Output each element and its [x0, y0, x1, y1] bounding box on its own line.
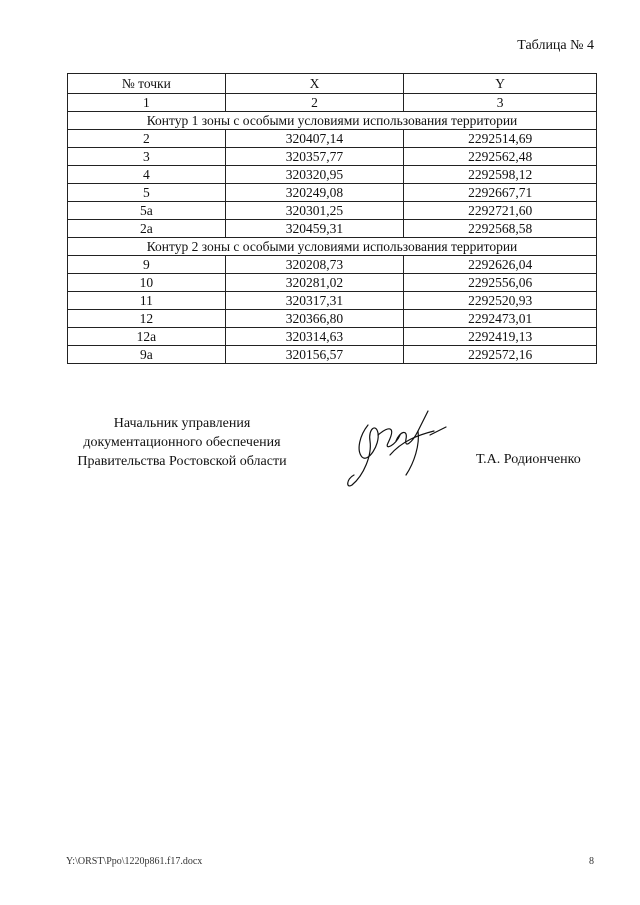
point-number-cell: 11	[68, 292, 226, 310]
table-row	[68, 166, 597, 184]
table-row	[68, 256, 597, 274]
y-coordinate-cell: 2292598,12	[404, 166, 597, 184]
y-coordinate-cell: 2292556,06	[404, 274, 597, 292]
x-coordinate-cell: 320459,31	[225, 220, 404, 238]
point-number-cell: 12	[68, 310, 226, 328]
point-number-cell: 3	[68, 148, 226, 166]
signatory-position-line: документационного обеспечения	[83, 435, 281, 450]
x-coordinate-cell: 320208,73	[225, 256, 404, 274]
signatory-position-line: Правительства Ростовской области	[77, 454, 287, 469]
x-coordinate-cell: 320366,80	[225, 310, 404, 328]
signatory-position-line: Начальник управления	[113, 416, 251, 431]
table-row	[68, 274, 597, 292]
x-coordinate-cell: 320249,08	[225, 184, 404, 202]
table-row	[68, 202, 597, 220]
point-number-cell: 9	[68, 256, 226, 274]
y-coordinate-cell: 2292514,69	[404, 130, 597, 148]
y-coordinate-cell: 2292568,58	[404, 220, 597, 238]
x-coordinate-cell: 320314,63	[225, 328, 404, 346]
point-number-cell: 2	[68, 130, 226, 148]
table-row	[68, 148, 597, 166]
y-coordinate-cell: 2292572,16	[404, 346, 597, 364]
header-point-number: № точки	[68, 74, 226, 94]
x-coordinate-cell: 320320,95	[225, 166, 404, 184]
contour-title-row	[68, 112, 597, 130]
x-coordinate-cell: 320317,31	[225, 292, 404, 310]
x-coordinate-cell: 320156,57	[225, 346, 404, 364]
table-row	[68, 328, 597, 346]
point-number-cell: 2а	[68, 220, 226, 238]
point-number-cell: 4	[68, 166, 226, 184]
contour-title: Контур 2 зоны с особыми условиями использования территории	[68, 238, 597, 256]
table-row	[68, 130, 597, 148]
y-coordinate-cell: 2292520,93	[404, 292, 597, 310]
handwritten-signature	[338, 405, 458, 495]
contour-title-row	[68, 238, 597, 256]
table-row	[68, 184, 597, 202]
y-coordinate-cell: 2292626,04	[404, 256, 597, 274]
x-coordinate-cell: 320407,14	[225, 130, 404, 148]
table-row	[68, 292, 597, 310]
y-coordinate-cell: 2292721,60	[404, 202, 597, 220]
table-row	[68, 346, 597, 364]
x-coordinate-cell: 320301,25	[225, 202, 404, 220]
y-coordinate-cell: 2292473,01	[404, 310, 597, 328]
footer-file-path: Y:\ORST\Ppo\1220p861.f17.docx	[66, 856, 203, 867]
y-coordinate-cell: 2292419,13	[404, 328, 597, 346]
header-y: Y	[404, 74, 597, 94]
contour-title: Контур 1 зоны с особыми условиями использования территории	[68, 112, 597, 130]
table-row	[68, 310, 597, 328]
header-x: X	[225, 74, 404, 94]
x-coordinate-cell: 320357,77	[225, 148, 404, 166]
y-coordinate-cell: 2292667,71	[404, 184, 597, 202]
point-number-cell: 10	[68, 274, 226, 292]
point-number-cell: 5а	[68, 202, 226, 220]
point-number-cell: 5	[68, 184, 226, 202]
signatory-name: Т.А. Родионченко	[476, 452, 581, 467]
column-number-2: 2	[225, 94, 404, 112]
page-number: 8	[589, 856, 594, 867]
point-number-cell: 12а	[68, 328, 226, 346]
table-header-row	[68, 74, 597, 94]
y-coordinate-cell: 2292562,48	[404, 148, 597, 166]
table-caption: Таблица № 4	[517, 38, 594, 53]
column-number-row	[68, 94, 597, 112]
coordinates-table	[67, 73, 597, 364]
table-row	[68, 220, 597, 238]
point-number-cell: 9а	[68, 346, 226, 364]
column-number-1: 1	[68, 94, 226, 112]
column-number-3: 3	[404, 94, 597, 112]
signatory-position	[66, 414, 298, 471]
x-coordinate-cell: 320281,02	[225, 274, 404, 292]
